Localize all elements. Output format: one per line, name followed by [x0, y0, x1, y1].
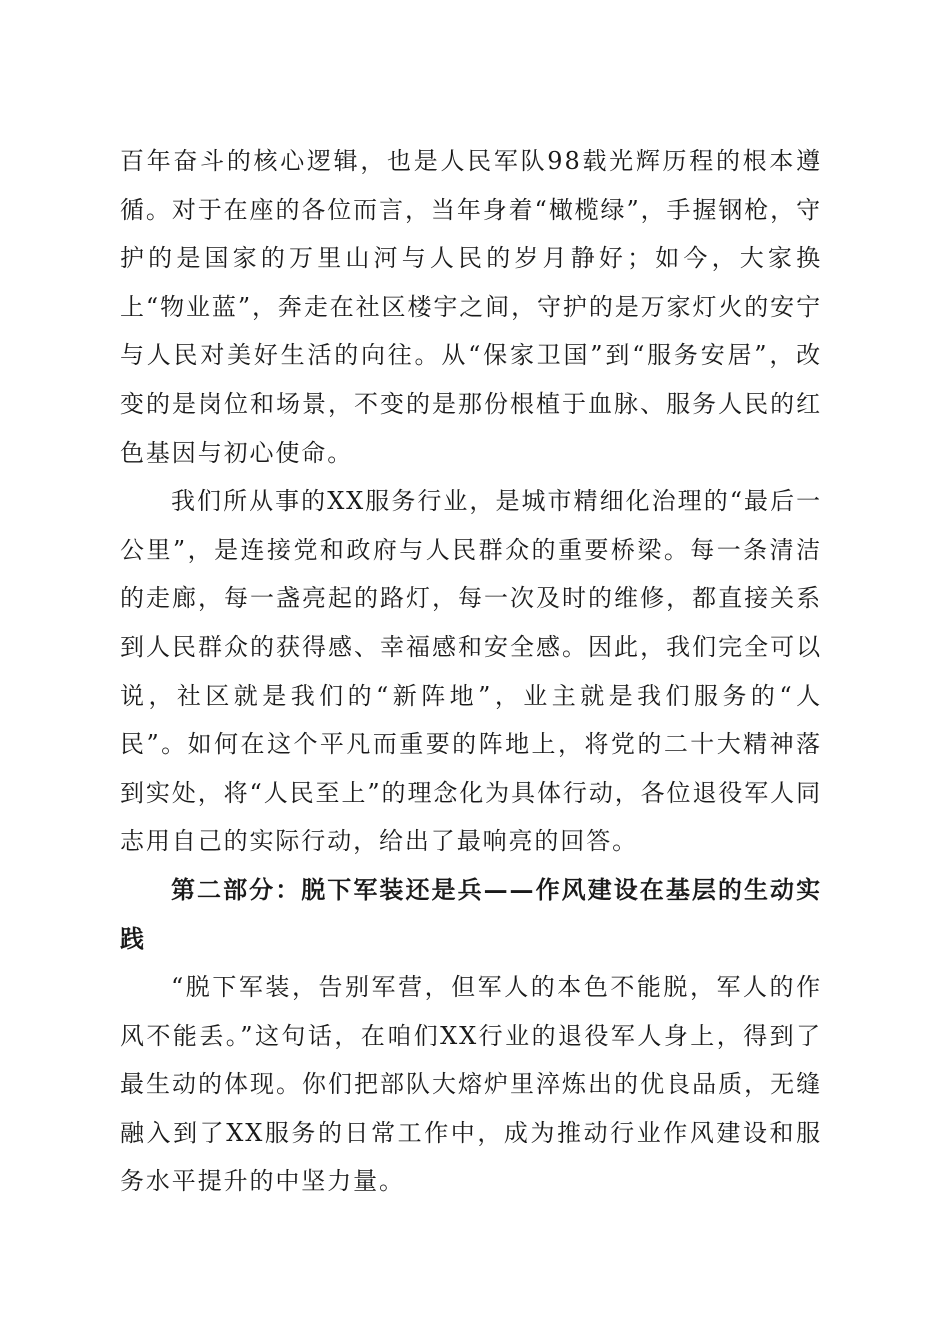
paragraph-soldier-style: “脱下军装，告别军营，但军人的本色不能脱，军人的作风不能丢。”这句话，在咱们XX行业的退役军人身上，得到了最生动的体现。你们把部队大熔炉里淬炼出的优良品质，无缝融入到了XX服务的日常工作中，成为推动行业作风建设和服务水平提升的中坚力量。: [120, 973, 822, 1196]
paragraph-continuation: 百年奋斗的核心逻辑，也是人民军队98载光辉历程的根本遵循。对于在座的各位而言，当年身着“橄榄绿”，手握钢枪，守护的是国家的万里山河与人民的岁月静好；如今，大家换上“物业蓝”，奔走在社区楼宇之间，守护的是万家灯火的安宁与人民对美好生活的向往。从“保家卫国”到“服务安居”，改变的是岗位和场景，不变的是那份根植于血脉、服务人民的红色基因与初心使命。: [120, 147, 822, 467]
section-heading: 第二部分：脱下军装还是兵——作风建设在基层的生动实践: [120, 874, 822, 953]
paragraph-industry: 我们所从事的XX服务行业，是城市精细化治理的“最后一公里”，是连接党和政府与人民群众的重要桥梁。每一条清洁的走廊，每一盏亮起的路灯，每一次及时的维修，都直接关系到人民群众的获得感、幸福感和安全感。因此，我们完全可以说，社区就是我们的“新阵地”，业主就是我们服务的“人民”。如何在这个平凡而重要的阵地上，将党的二十大精神落到实处，将“人民至上”的理念化为具体行动，各位退役军人同志用自己的实际行动，给出了最响亮的回答。: [120, 487, 822, 856]
document-body: [120, 137, 822, 1206]
